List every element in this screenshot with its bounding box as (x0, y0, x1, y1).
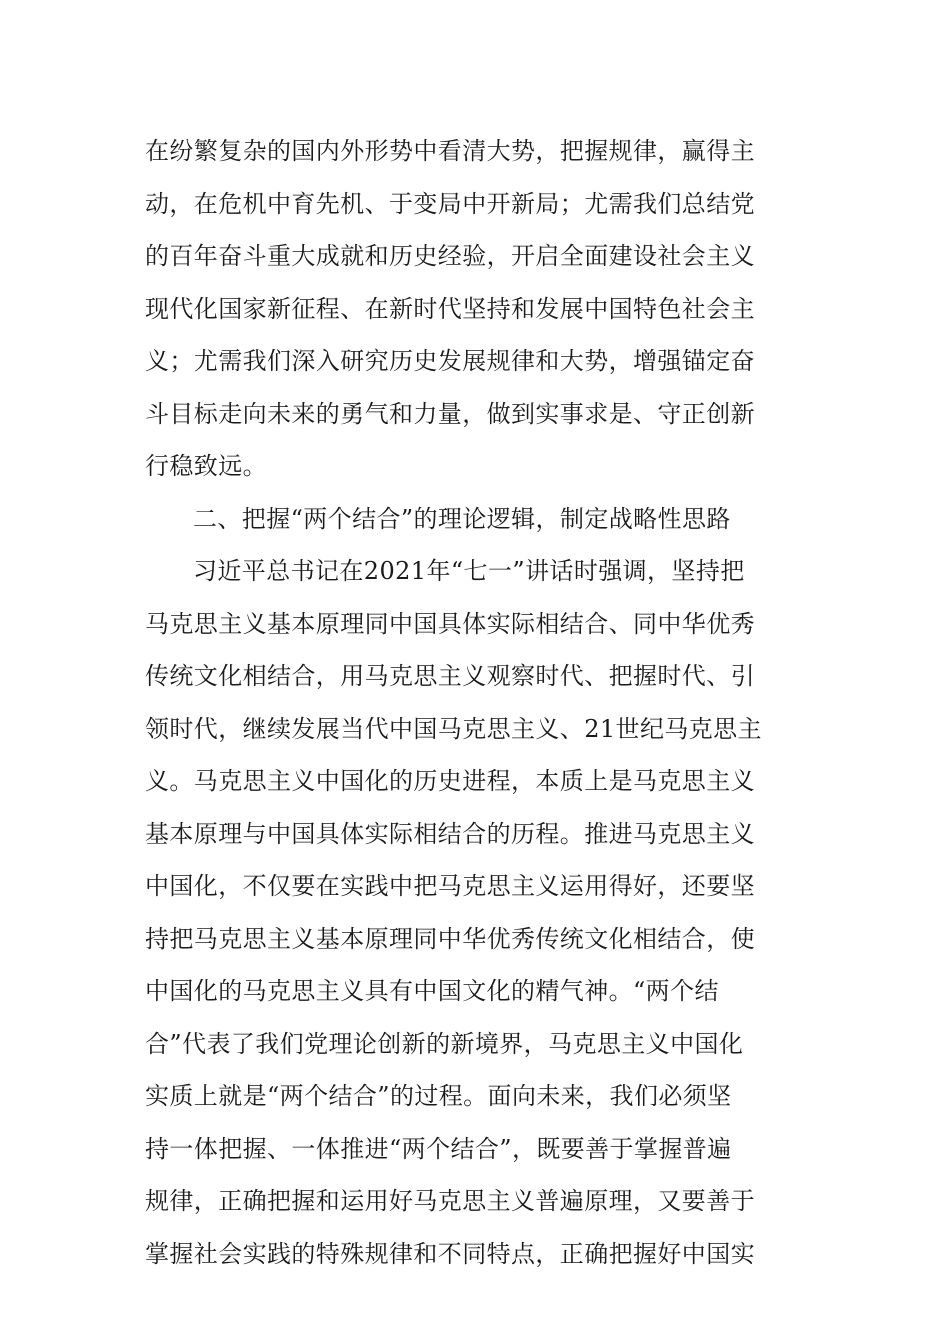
text-line: 在纷繁复杂的国内外形势中看清大势，把握规律，赢得主 (145, 137, 755, 165)
text-line: 领时代，继续发展当代中国马克思主义、21世纪马克思主 (145, 714, 762, 743)
section-heading (145, 493, 810, 546)
text-line: 中国化，不仅要在实践中把马克思主义运用得好，还要坚 (145, 872, 755, 900)
text-line: 斗目标走向未来的勇气和力量，做到实事求是、守正创新 (145, 399, 755, 428)
text-line: 动，在危机中育先机、于变局中开新局；尤需我们总结党 (145, 189, 755, 218)
text-line: 合”代表了我们党理论创新的新境界，马克思主义中国化 (145, 1029, 744, 1058)
text-line: 马克思主义基本原理同中国具体实际相结合、同中华优秀 (145, 609, 755, 638)
text-line: 实质上就是“两个结合”的过程。面向未来，我们必须坚 (145, 1082, 732, 1110)
document-body (145, 125, 810, 1280)
text-line: 持一体把握、一体推进“两个结合”，既要善于掌握普遍 (145, 1134, 732, 1163)
text-line: 义。马克思主义中国化的历史进程，本质上是马克思主义 (145, 767, 755, 795)
text-line: 规律，正确把握和运用好马克思主义普遍原理，又要善于 (145, 1187, 755, 1215)
text-line: 基本原理与中国具体实际相结合的历程。推进马克思主义 (145, 819, 755, 848)
text-line: 持把马克思主义基本原理同中华优秀传统文化相结合，使 (145, 924, 755, 953)
section-heading-text: 二、把握“两个结合”的理论逻辑，制定战略性思路 (193, 504, 731, 533)
paragraph (145, 545, 810, 1280)
text-line: 中国化的马克思主义具有中国文化的精气神。“两个结 (145, 977, 719, 1005)
text-line: 行稳致远。 (145, 452, 267, 480)
paragraph-continued (145, 125, 810, 493)
text-line: 现代化国家新征程、在新时代坚持和发展中国特色社会主 (145, 294, 755, 323)
text-line: 习近平总书记在2021年“七一”讲话时强调，坚持把 (193, 557, 745, 585)
text-line: 掌握社会实践的特殊规律和不同特点，正确把握好中国实 (145, 1239, 755, 1268)
text-line: 的百年奋斗重大成就和历史经验，开启全面建设社会主义 (145, 242, 755, 270)
text-line: 传统文化相结合，用马克思主义观察时代、把握时代、引 (145, 662, 755, 690)
text-line: 义；尤需我们深入研究历史发展规律和大势，增强锚定奋 (145, 347, 755, 375)
